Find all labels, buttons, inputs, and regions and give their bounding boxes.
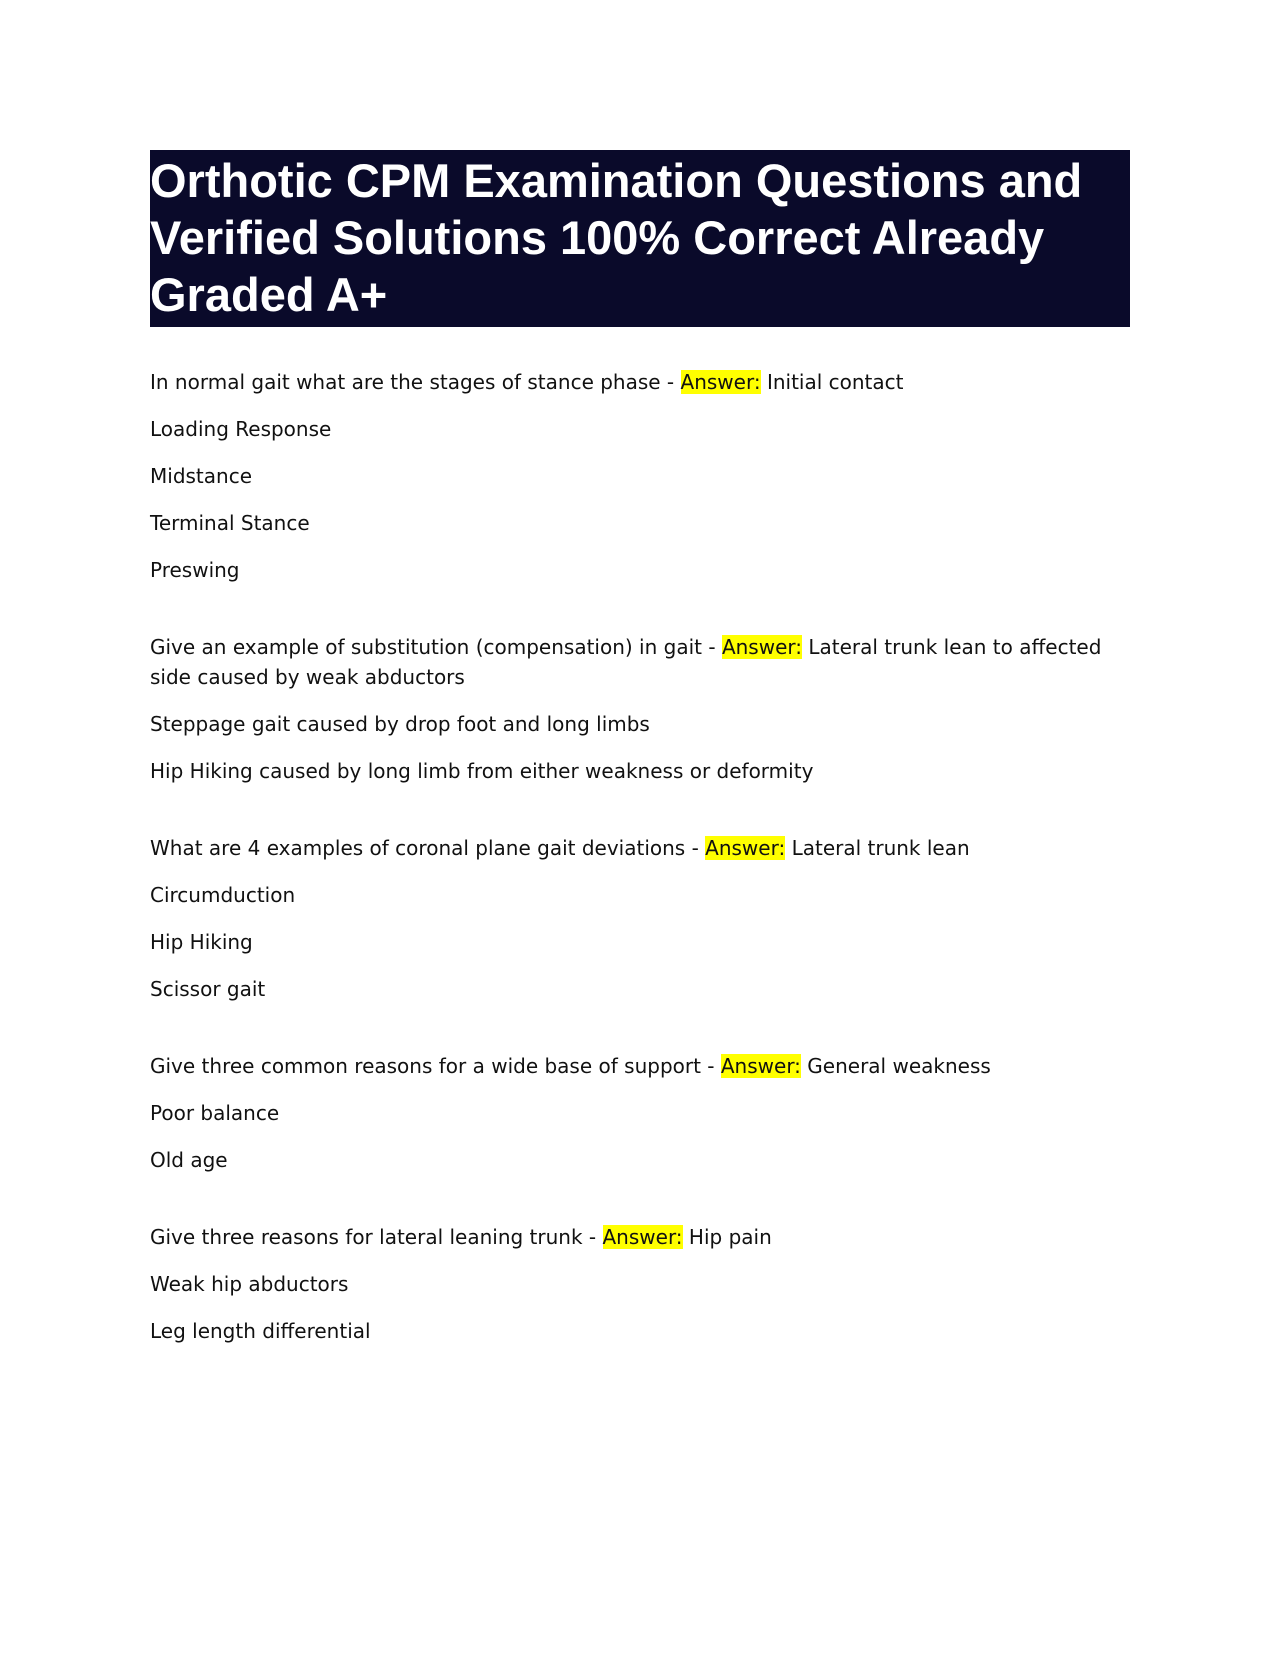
question-text: In normal gait what are the stages of stance phase - [150,370,681,394]
answer-line: Terminal Stance [150,511,310,535]
answer-text: Hip pain [688,1225,772,1249]
answer-line: Poor balance [150,1101,280,1125]
question-line [150,632,1130,692]
answer-line: Steppage gait caused by drop foot and long limbs [150,712,650,736]
question-line [150,833,1130,863]
qa-item [150,1051,1130,1175]
answer-line: Scissor gait [150,977,266,1001]
answer-text: Initial contact [766,370,904,394]
question-text: Give three common reasons for a wide base of support - [150,1054,721,1078]
answer-text: General weakness [807,1054,991,1078]
answer-label: Answer: [705,836,786,860]
question-line [150,1222,1130,1252]
answer-line: Circumduction [150,883,296,907]
answer-line: Midstance [150,464,253,488]
qa-item [150,367,1130,585]
qa-item [150,833,1130,1004]
document-title: Orthotic CPM Examination Questions and Verified Solutions 100% Correct Already Graded A+ [150,150,1130,327]
question-text: Give three reasons for lateral leaning trunk - [150,1225,603,1249]
document-page [150,150,1130,1393]
qa-list [150,367,1130,1346]
answer-line: Preswing [150,558,240,582]
answer-label: Answer: [721,635,802,659]
qa-item [150,1222,1130,1346]
question-line [150,367,1130,397]
answer-line: Loading Response [150,417,332,441]
question-text: Give an example of substitution (compensation) in gait - [150,635,722,659]
answer-line: Leg length differential [150,1319,371,1343]
answer-text: Lateral trunk lean [791,836,970,860]
question-line [150,1051,1130,1081]
answer-line: Hip Hiking caused by long limb from either weakness or deformity [150,759,814,783]
answer-line: Weak hip abductors [150,1272,349,1296]
answer-line: Hip Hiking [150,930,253,954]
answer-label: Answer: [680,370,761,394]
answer-text: Lateral trunk lean to affected side caused by weak abductors [150,635,1102,689]
answer-label: Answer: [720,1054,801,1078]
qa-item [150,632,1130,786]
answer-label: Answer: [602,1225,683,1249]
answer-line: Old age [150,1148,228,1172]
question-text: What are 4 examples of coronal plane gait deviations - [150,836,706,860]
